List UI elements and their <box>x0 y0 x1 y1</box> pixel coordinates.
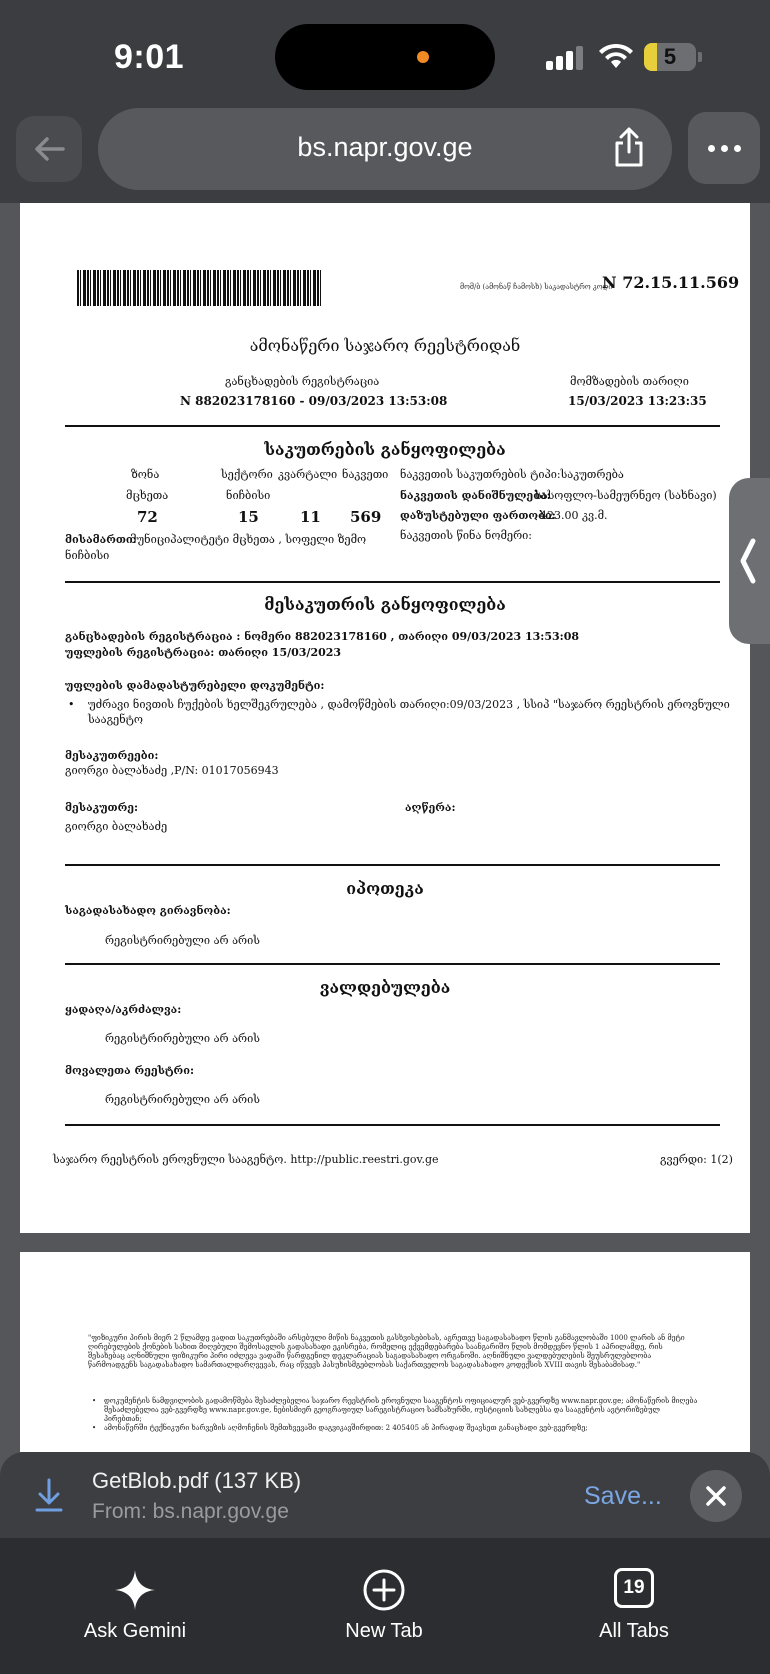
wifi-icon <box>598 42 634 70</box>
parcel-number: 569 <box>350 508 382 526</box>
address-bar[interactable] <box>98 108 672 190</box>
sector-number: 15 <box>238 508 259 526</box>
ask-gemini-label: Ask Gemini <box>83 1620 187 1642</box>
notice-list <box>88 1397 698 1433</box>
owners-value: გიორგი ბალახაძე ,P/N: 01017056943 <box>65 764 279 777</box>
debtors-value: რეგისტრირებული არ არის <box>105 1093 260 1106</box>
share-icon[interactable] <box>612 126 646 168</box>
battery-tip <box>698 52 702 62</box>
zone-number: 72 <box>137 508 158 526</box>
dot-icon <box>734 145 741 152</box>
dynamic-island <box>275 24 495 90</box>
download-filename: GetBlob.pdf (137 KB) <box>92 1468 302 1493</box>
download-icon <box>32 1476 66 1514</box>
page-number: გვერდი: 1(2) <box>660 1153 733 1166</box>
browser-chrome <box>0 0 770 203</box>
bottom-toolbar <box>0 1538 770 1674</box>
address-value-line2: ნიჩბისი <box>65 549 110 562</box>
tax-notice-paragraph: "ფიზიკური პირის მიერ 2 წლამდე ვადით საკუთრებაში არსებული მიწის ნაკვეთის გასხვისებისას, აგრეთვე საგადასახადო წლის განმავლობაში 1000 ლარის ან მეტი ღირებულების ქონების სახით მიღებული შემოსავლის გადასახადი ეკისრება, რომელიც ექვემდებარება საანგარიშო წლის მომდევნო წლის 1 აპრილამდე, რის შესახებაც აღნიშნული ფიზიკური პირი იძლევა ვადაში წარდგენილ დეკლარაციას საგადასახადო ორგანოში. აღნიშნული ვალდებულების შეუსრულებლობა წარმოადგენს საგადასახადო სამართალდარღვევას, რაც იწვევს პასუხისმგებლობას საქართველოს საგადასახადო კოდექსის XVIII თავის შესაბამისად." <box>88 1334 685 1369</box>
cellular-signal-icon <box>546 46 584 70</box>
cadastral-code: N 72.15.11.569 <box>602 273 740 292</box>
barcode <box>77 270 322 306</box>
page-footer: საჯარო რეესტრის ეროვნული სააგენტო. http://public.reestri.gov.ge <box>53 1153 439 1166</box>
registration-value: N 882023178160 - 09/03/2023 13:53:08 <box>180 394 448 408</box>
divider <box>65 581 720 583</box>
download-source: From: bs.napr.gov.ge <box>92 1500 289 1523</box>
owners-label: მესაკუთრეები: <box>65 749 159 762</box>
chevron-left-icon <box>729 478 770 644</box>
purpose-label: ნაკვეთის დანიშნულება: <box>400 489 551 502</box>
mortgage-section-title: იპოთეკა <box>346 879 424 898</box>
owner-value: გიორგი ბალახაძე <box>65 820 168 833</box>
status-time: 9:01 <box>114 38 185 76</box>
list-item: • ამონაწერში ტექნიკური ხარვეზის აღმოჩენის შემთხვევაში დაგვიკავშირდით: 2 405405 ან პირადად შეავსეთ განაცხადი ვებ-გვერდზე; <box>88 1424 698 1433</box>
dot-icon <box>708 145 715 152</box>
property-type: ნაკვეთის საკუთრების ტიპი:საკუთრება <box>400 468 624 481</box>
zone-name: მცხეთა <box>126 489 169 502</box>
gemini-sparkle-icon <box>113 1568 157 1612</box>
plus-circle-icon <box>362 1568 406 1612</box>
more-menu-button[interactable] <box>688 112 760 184</box>
document-item: უძრავი ნივთის ჩუქების ხელშეკრულება , დამოწმების თარიღი:09/03/2023 , სსიპ "საჯარო რეესტრის ეროვნული <box>88 698 730 711</box>
tax-lien-label: საგადასახადო გირავნობა: <box>65 904 231 917</box>
sector-label: სექტორი <box>221 468 273 481</box>
divider <box>65 864 720 866</box>
url-text: bs.napr.gov.ge <box>297 132 473 162</box>
tax-lien-value: რეგისტრირებული არ არის <box>105 934 260 947</box>
pdf-page-1 <box>20 203 750 1233</box>
page-navigator-handle[interactable] <box>729 478 770 644</box>
close-download-button[interactable] <box>690 1470 742 1522</box>
seizure-value: რეგისტრირებული არ არის <box>105 1032 260 1045</box>
pdf-page-2 <box>20 1252 750 1452</box>
divider <box>65 1124 720 1126</box>
sector-name: ნიჩბისი <box>226 489 271 502</box>
owner-section-title: მესაკუთრის განყოფილება <box>264 595 506 614</box>
area-label: დაზუსტებული ფართობი: <box>400 509 556 522</box>
dot-icon <box>721 145 728 152</box>
close-icon <box>704 1484 728 1508</box>
purpose-value: სასოფლო-სამეურნეო (სახნავი) <box>535 489 717 502</box>
registration-label: განცხადების რეგისტრაცია <box>225 375 380 388</box>
quarter-label: კვარტალი <box>278 468 338 481</box>
preparation-date-value: 15/03/2023 13:23:35 <box>568 394 707 408</box>
ownership-section-title: საკუთრების განყოფილება <box>264 440 506 459</box>
description-label: აღწერა: <box>405 801 456 814</box>
address-value: მუნიციპალიტეტი მცხეთა , სოფელი ზემო <box>130 533 367 546</box>
document-item-line2: სააგენტო <box>88 713 143 726</box>
back-button[interactable] <box>16 116 82 182</box>
divider <box>65 425 720 427</box>
new-tab-button[interactable] <box>299 1568 469 1643</box>
area-value: 423.00 კვ.მ. <box>540 509 608 522</box>
save-button[interactable]: Save... <box>584 1482 662 1510</box>
parcel-label: ნაკვეთი <box>342 468 389 481</box>
tabs-count-icon <box>614 1568 654 1608</box>
preparation-date-label: მომზადების თარიღი <box>570 375 689 388</box>
address-label: მისამართი: <box>65 533 137 546</box>
document-title: ამონაწერი საჯარო რეესტრიდან <box>249 336 521 355</box>
seizure-label: ყადაღა/აკრძალვა: <box>65 1003 182 1016</box>
obligation-section-title: ვალდებულება <box>319 978 451 997</box>
cadastral-code-label: მომ/ბ (ამონაწ ჩამოსხ) საკადასტრო კოდი <box>460 283 613 291</box>
all-tabs-label: All Tabs <box>599 1620 669 1642</box>
owner-registration: განცხადების რეგისტრაცია : ნომერი 882023178160 , თარიღი 09/03/2023 13:53:08 <box>65 630 580 643</box>
all-tabs-button[interactable] <box>549 1568 719 1643</box>
tab-count: 19 <box>623 1577 645 1598</box>
owner-label: მესაკუთრე: <box>65 801 139 814</box>
recording-dot-icon <box>417 51 429 63</box>
ask-gemini-button[interactable] <box>50 1568 220 1643</box>
arrow-left-icon <box>33 136 65 162</box>
documents-label: უფლების დამადასტურებელი დოკუმენტი: <box>65 679 325 692</box>
battery-percent: 5 <box>663 44 677 69</box>
bullet-icon: • <box>68 698 75 711</box>
new-tab-label: New Tab <box>345 1620 423 1642</box>
quarter-number: 11 <box>300 508 321 526</box>
right-registration: უფლების რეგისტრაცია: თარიღი 15/03/2023 <box>65 646 342 659</box>
zone-label: ზონა <box>131 468 160 481</box>
previous-number-label: ნაკვეთის წინა ნომერი: <box>400 529 532 542</box>
divider <box>65 963 720 965</box>
download-banner <box>0 1452 770 1538</box>
battery-icon <box>644 43 696 71</box>
list-item: • დოკუმენტის ნამდვილობის გადამოწმება შესაძლებელია საჯარო რეესტრის ეროვნული სააგენტოს ოფიციალურ ვებ-გვერდზე www.napr.gov.ge; ამონაწერის მიღება შესაძლებელია ვებ-გვერდზე www.napr.gov.ge, ნებისმიერ გეოგრაფიულ სარეგისტრაციო სამსახურში, იუსტიციის სახლებსა და სააგენტოს ავტორიზებულ პირებთან; <box>88 1397 698 1424</box>
debtors-label: მოვალეთა რეესტრი: <box>65 1064 195 1077</box>
